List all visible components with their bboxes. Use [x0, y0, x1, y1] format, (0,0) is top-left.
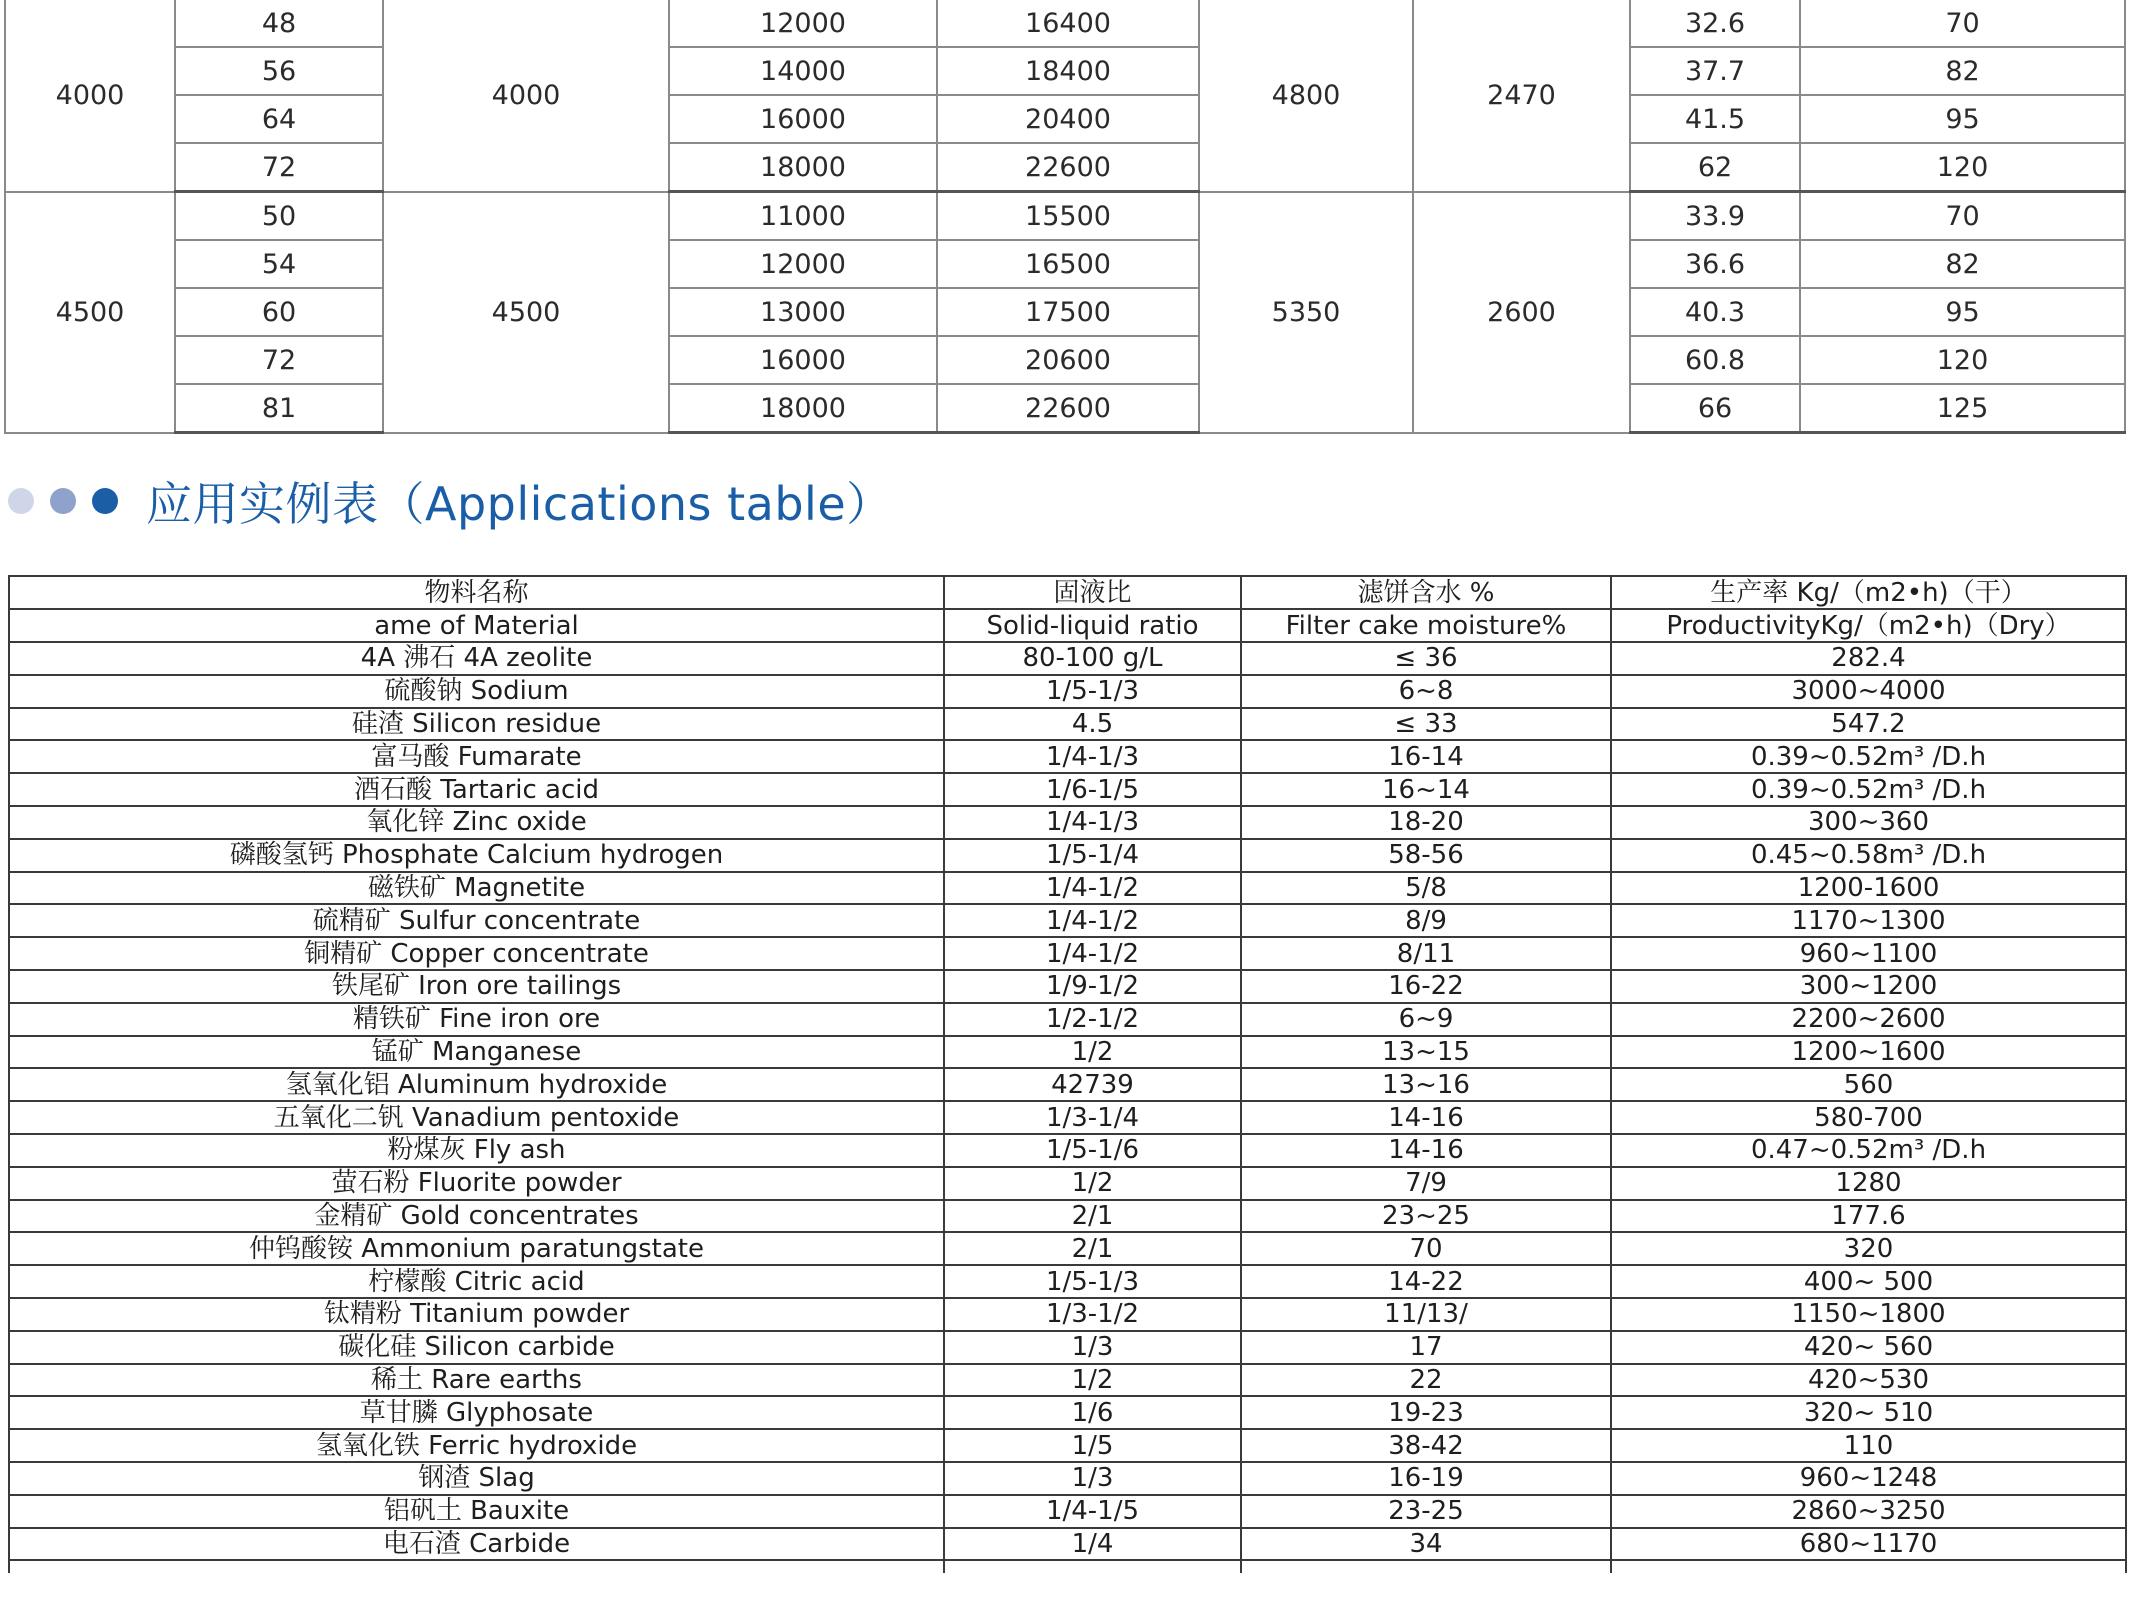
- header-cell: 物料名称: [9, 576, 944, 609]
- spec-cell: 2470: [1413, 0, 1630, 192]
- spec-row: [5, 143, 2125, 192]
- table-row: [9, 904, 2126, 937]
- table-cell: 1/3-1/4: [944, 1101, 1241, 1134]
- table-cell: 1/2: [944, 1036, 1241, 1069]
- spec-row: [5, 336, 2125, 384]
- table-row: [9, 740, 2126, 773]
- spec-cell: 32.6: [1630, 0, 1800, 47]
- table-row: [9, 708, 2126, 741]
- spec-cell: 95: [1800, 288, 2125, 336]
- table-row: [9, 970, 2126, 1003]
- table-row: [9, 1003, 2126, 1036]
- table-cell: 177.6: [1611, 1200, 2126, 1233]
- spec-cell: 18400: [937, 47, 1199, 95]
- spec-cell: 50: [175, 192, 383, 241]
- table-cell: 7/9: [1241, 1167, 1611, 1200]
- table-cell: 1/4-1/3: [944, 740, 1241, 773]
- header-cell: ame of Material: [9, 609, 944, 642]
- table-cell: 1/4-1/3: [944, 806, 1241, 839]
- spec-cell: 66: [1630, 384, 1800, 433]
- table-row: [9, 1101, 2126, 1134]
- table-cell: [944, 1560, 1241, 1573]
- table-cell: 11/13/: [1241, 1298, 1611, 1331]
- table-cell: 仲钨酸铵 Ammonium paratungstate: [9, 1232, 944, 1265]
- table-cell: 14-16: [1241, 1101, 1611, 1134]
- table-cell: 1/5: [944, 1429, 1241, 1462]
- spec-cell: 12000: [669, 240, 937, 288]
- table-cell: 柠檬酸 Citric acid: [9, 1265, 944, 1298]
- table-row: [9, 1462, 2126, 1495]
- spec-cell: 5350: [1199, 192, 1413, 433]
- table-cell: 19-23: [1241, 1396, 1611, 1429]
- table-cell: 1/4-1/2: [944, 904, 1241, 937]
- header-row-english: [9, 609, 2126, 642]
- table-cell: 1/2-1/2: [944, 1003, 1241, 1036]
- spec-cell: 4500: [383, 192, 669, 433]
- table-cell: 钛精粉 Titanium powder: [9, 1298, 944, 1331]
- table-cell: 1/5-1/6: [944, 1134, 1241, 1167]
- table-cell: 300~1200: [1611, 970, 2126, 1003]
- table-row: [9, 1167, 2126, 1200]
- table-cell: 1/6-1/5: [944, 773, 1241, 806]
- table-cell: 1/2: [944, 1167, 1241, 1200]
- table-cell: 34: [1241, 1528, 1611, 1561]
- spec-cell: 82: [1800, 240, 2125, 288]
- table-cell: 金精矿 Gold concentrates: [9, 1200, 944, 1233]
- table-cell: 23-25: [1241, 1495, 1611, 1528]
- table-cell: 282.4: [1611, 642, 2126, 675]
- table-cell: 0.39~0.52m³ /D.h: [1611, 740, 2126, 773]
- spec-cell: 70: [1800, 0, 2125, 47]
- spec-cell: 33.9: [1630, 192, 1800, 241]
- table-row: [9, 806, 2126, 839]
- table-row: [9, 872, 2126, 905]
- spec-row: [5, 95, 2125, 143]
- table-cell: ≤ 33: [1241, 708, 1611, 741]
- spec-cell: 11000: [669, 192, 937, 241]
- table-row: [9, 839, 2126, 872]
- header-cell: 生产率 Kg/（m2•h)（干）: [1611, 576, 2126, 609]
- table-row: [9, 1429, 2126, 1462]
- spec-cell: 70: [1800, 192, 2125, 241]
- spec-cell: 82: [1800, 47, 2125, 95]
- table-cell: 草甘膦 Glyphosate: [9, 1396, 944, 1429]
- applications-table-body: [9, 576, 2126, 1573]
- spec-cell: 16400: [937, 0, 1199, 47]
- table-cell: 6~8: [1241, 675, 1611, 708]
- table-cell: 磁铁矿 Magnetite: [9, 872, 944, 905]
- table-row: [9, 773, 2126, 806]
- header-cell: Solid-liquid ratio: [944, 609, 1241, 642]
- spec-cell: 120: [1800, 336, 2125, 384]
- heading-dot-dark: [92, 488, 118, 514]
- table-cell: 580-700: [1611, 1101, 2126, 1134]
- section-heading: [8, 466, 893, 536]
- table-cell: 14-16: [1241, 1134, 1611, 1167]
- table-cell: 1/4-1/2: [944, 872, 1241, 905]
- table-cell: 1/6: [944, 1396, 1241, 1429]
- table-cell: 960~1248: [1611, 1462, 2126, 1495]
- table-cell: 1/3: [944, 1462, 1241, 1495]
- spec-cell: 4500: [5, 192, 175, 433]
- spec-cell: 18000: [669, 384, 937, 433]
- spec-cell: 14000: [669, 47, 937, 95]
- spec-cell: 125: [1800, 384, 2125, 433]
- table-cell: 1/4: [944, 1528, 1241, 1561]
- table-cell: 五氧化二钒 Vanadium pentoxide: [9, 1101, 944, 1134]
- spec-cell: 13000: [669, 288, 937, 336]
- table-cell: 5/8: [1241, 872, 1611, 905]
- table-cell: 13~15: [1241, 1036, 1611, 1069]
- table-cell: 1170~1300: [1611, 904, 2126, 937]
- table-cell: 0.45~0.58m³ /D.h: [1611, 839, 2126, 872]
- spec-cell: 4800: [1199, 0, 1413, 192]
- table-row: [9, 1396, 2126, 1429]
- table-cell: 4.5: [944, 708, 1241, 741]
- table-row: [9, 1364, 2126, 1397]
- table-cell: 1/3-1/2: [944, 1298, 1241, 1331]
- spec-cell: 12000: [669, 0, 937, 47]
- spec-cell: 48: [175, 0, 383, 47]
- table-cell: [1241, 1560, 1611, 1573]
- table-cell: 0.47~0.52m³ /D.h: [1611, 1134, 2126, 1167]
- table-cell: 稀土 Rare earths: [9, 1364, 944, 1397]
- spec-row: [5, 47, 2125, 95]
- table-cell: 1/4-1/5: [944, 1495, 1241, 1528]
- table-cell: 1/9-1/2: [944, 970, 1241, 1003]
- spec-cell: 15500: [937, 192, 1199, 241]
- spec-cell: 72: [175, 143, 383, 192]
- header-cell: 滤饼含水 %: [1241, 576, 1611, 609]
- table-cell: 547.2: [1611, 708, 2126, 741]
- table-cell: [9, 1560, 944, 1573]
- table-cell: 碳化硅 Silicon carbide: [9, 1331, 944, 1364]
- table-cell: 1/5-1/3: [944, 1265, 1241, 1298]
- table-cell: 1200~1600: [1611, 1036, 2126, 1069]
- table-cell: 560: [1611, 1068, 2126, 1101]
- table-cell: 1/3: [944, 1331, 1241, 1364]
- table-row: [9, 1134, 2126, 1167]
- table-cell: 960~1100: [1611, 937, 2126, 970]
- table-cell: 8/11: [1241, 937, 1611, 970]
- table-cell: 300~360: [1611, 806, 2126, 839]
- table-cell: 400~ 500: [1611, 1265, 2126, 1298]
- table-row: [9, 937, 2126, 970]
- table-cell: 18-20: [1241, 806, 1611, 839]
- spec-row: [5, 384, 2125, 433]
- table-cell: 320~ 510: [1611, 1396, 2126, 1429]
- spec-cell: 18000: [669, 143, 937, 192]
- spec-cell: 64: [175, 95, 383, 143]
- table-cell: 铝矾土 Bauxite: [9, 1495, 944, 1528]
- spec-cell: 95: [1800, 95, 2125, 143]
- spec-cell: 20400: [937, 95, 1199, 143]
- table-cell: 42739: [944, 1068, 1241, 1101]
- spec-cell: 37.7: [1630, 47, 1800, 95]
- spec-cell: 2600: [1413, 192, 1630, 433]
- spec-cell: 54: [175, 240, 383, 288]
- header-cell: Filter cake moisture%: [1241, 609, 1611, 642]
- spec-row: [5, 288, 2125, 336]
- table-cell: 1/5-1/4: [944, 839, 1241, 872]
- spec-row: [5, 240, 2125, 288]
- spec-cell: 36.6: [1630, 240, 1800, 288]
- table-cell: 1/5-1/3: [944, 675, 1241, 708]
- table-cell: 17: [1241, 1331, 1611, 1364]
- table-row: [9, 642, 2126, 675]
- header-row-chinese: [9, 576, 2126, 609]
- table-cell: 6~9: [1241, 1003, 1611, 1036]
- table-row: [9, 675, 2126, 708]
- table-row-cutoff: [9, 1560, 2126, 1573]
- table-row: [9, 1528, 2126, 1561]
- spec-cell: 40.3: [1630, 288, 1800, 336]
- table-cell: 14-22: [1241, 1265, 1611, 1298]
- table-cell: 精铁矿 Fine iron ore: [9, 1003, 944, 1036]
- table-cell: 酒石酸 Tartaric acid: [9, 773, 944, 806]
- spec-table: [4, 0, 2126, 434]
- table-row: [9, 1232, 2126, 1265]
- table-cell: 70: [1241, 1232, 1611, 1265]
- table-row: [9, 1265, 2126, 1298]
- table-cell: 3000~4000: [1611, 675, 2126, 708]
- spec-cell: 60: [175, 288, 383, 336]
- table-cell: 16-19: [1241, 1462, 1611, 1495]
- table-row: [9, 1068, 2126, 1101]
- table-cell: [1611, 1560, 2126, 1573]
- table-cell: 萤石粉 Fluorite powder: [9, 1167, 944, 1200]
- spec-cell: 17500: [937, 288, 1199, 336]
- table-cell: 4A 沸石 4A zeolite: [9, 642, 944, 675]
- table-cell: 2860~3250: [1611, 1495, 2126, 1528]
- table-cell: 13~16: [1241, 1068, 1611, 1101]
- spec-cell: 41.5: [1630, 95, 1800, 143]
- spec-cell: 4000: [383, 0, 669, 192]
- spec-cell: 4000: [5, 0, 175, 192]
- table-cell: 16-14: [1241, 740, 1611, 773]
- spec-cell: 16000: [669, 336, 937, 384]
- table-cell: 1150~1800: [1611, 1298, 2126, 1331]
- table-cell: 磷酸氢钙 Phosphate Calcium hydrogen: [9, 839, 944, 872]
- table-cell: 1200-1600: [1611, 872, 2126, 905]
- table-row: [9, 1495, 2126, 1528]
- table-cell: 22: [1241, 1364, 1611, 1397]
- spec-cell: 16000: [669, 95, 937, 143]
- header-cell: 固液比: [944, 576, 1241, 609]
- table-cell: 氢氧化铁 Ferric hydroxide: [9, 1429, 944, 1462]
- spec-row: [5, 192, 2125, 241]
- spec-cell: 16500: [937, 240, 1199, 288]
- table-cell: 氢氧化铝 Aluminum hydroxide: [9, 1068, 944, 1101]
- table-cell: 硫精矿 Sulfur concentrate: [9, 904, 944, 937]
- table-cell: 320: [1611, 1232, 2126, 1265]
- spec-cell: 81: [175, 384, 383, 433]
- table-row: [9, 1200, 2126, 1233]
- table-cell: 1/4-1/2: [944, 937, 1241, 970]
- table-cell: 8/9: [1241, 904, 1611, 937]
- table-cell: 16~14: [1241, 773, 1611, 806]
- table-row: [9, 1298, 2126, 1331]
- table-cell: 电石渣 Carbide: [9, 1528, 944, 1561]
- table-cell: 氧化锌 Zinc oxide: [9, 806, 944, 839]
- table-cell: 110: [1611, 1429, 2126, 1462]
- table-cell: 1280: [1611, 1167, 2126, 1200]
- table-cell: 富马酸 Fumarate: [9, 740, 944, 773]
- header-cell: ProductivityKg/（m2•h)（Dry）: [1611, 609, 2126, 642]
- table-cell: 38-42: [1241, 1429, 1611, 1462]
- table-cell: 2/1: [944, 1232, 1241, 1265]
- spec-cell: 60.8: [1630, 336, 1800, 384]
- section-title: 应用实例表（Applications table）: [146, 477, 893, 531]
- heading-dot-medium: [50, 488, 76, 514]
- applications-table: [8, 575, 2127, 1573]
- table-cell: 16-22: [1241, 970, 1611, 1003]
- spec-cell: 120: [1800, 143, 2125, 192]
- table-cell: 硫酸钠 Sodium: [9, 675, 944, 708]
- table-cell: 58-56: [1241, 839, 1611, 872]
- table-cell: 硅渣 Silicon residue: [9, 708, 944, 741]
- spec-table-body: [5, 0, 2125, 433]
- spec-cell: 20600: [937, 336, 1199, 384]
- table-cell: 80-100 g/L: [944, 642, 1241, 675]
- table-cell: 420~530: [1611, 1364, 2126, 1397]
- table-cell: 2200~2600: [1611, 1003, 2126, 1036]
- spec-cell: 22600: [937, 143, 1199, 192]
- table-row: [9, 1036, 2126, 1069]
- spec-cell: 72: [175, 336, 383, 384]
- table-cell: 钢渣 Slag: [9, 1462, 944, 1495]
- table-cell: 粉煤灰 Fly ash: [9, 1134, 944, 1167]
- table-cell: 0.39~0.52m³ /D.h: [1611, 773, 2126, 806]
- table-cell: 锰矿 Manganese: [9, 1036, 944, 1069]
- table-cell: 680~1170: [1611, 1528, 2126, 1561]
- table-cell: 420~ 560: [1611, 1331, 2126, 1364]
- spec-cell: 62: [1630, 143, 1800, 192]
- table-cell: 2/1: [944, 1200, 1241, 1233]
- spec-row: [5, 0, 2125, 47]
- heading-dot-light: [8, 488, 34, 514]
- table-cell: 1/2: [944, 1364, 1241, 1397]
- table-cell: ≤ 36: [1241, 642, 1611, 675]
- table-cell: 23~25: [1241, 1200, 1611, 1233]
- table-row: [9, 1331, 2126, 1364]
- spec-cell: 56: [175, 47, 383, 95]
- spec-cell: 22600: [937, 384, 1199, 433]
- table-cell: 铜精矿 Copper concentrate: [9, 937, 944, 970]
- table-cell: 铁尾矿 Iron ore tailings: [9, 970, 944, 1003]
